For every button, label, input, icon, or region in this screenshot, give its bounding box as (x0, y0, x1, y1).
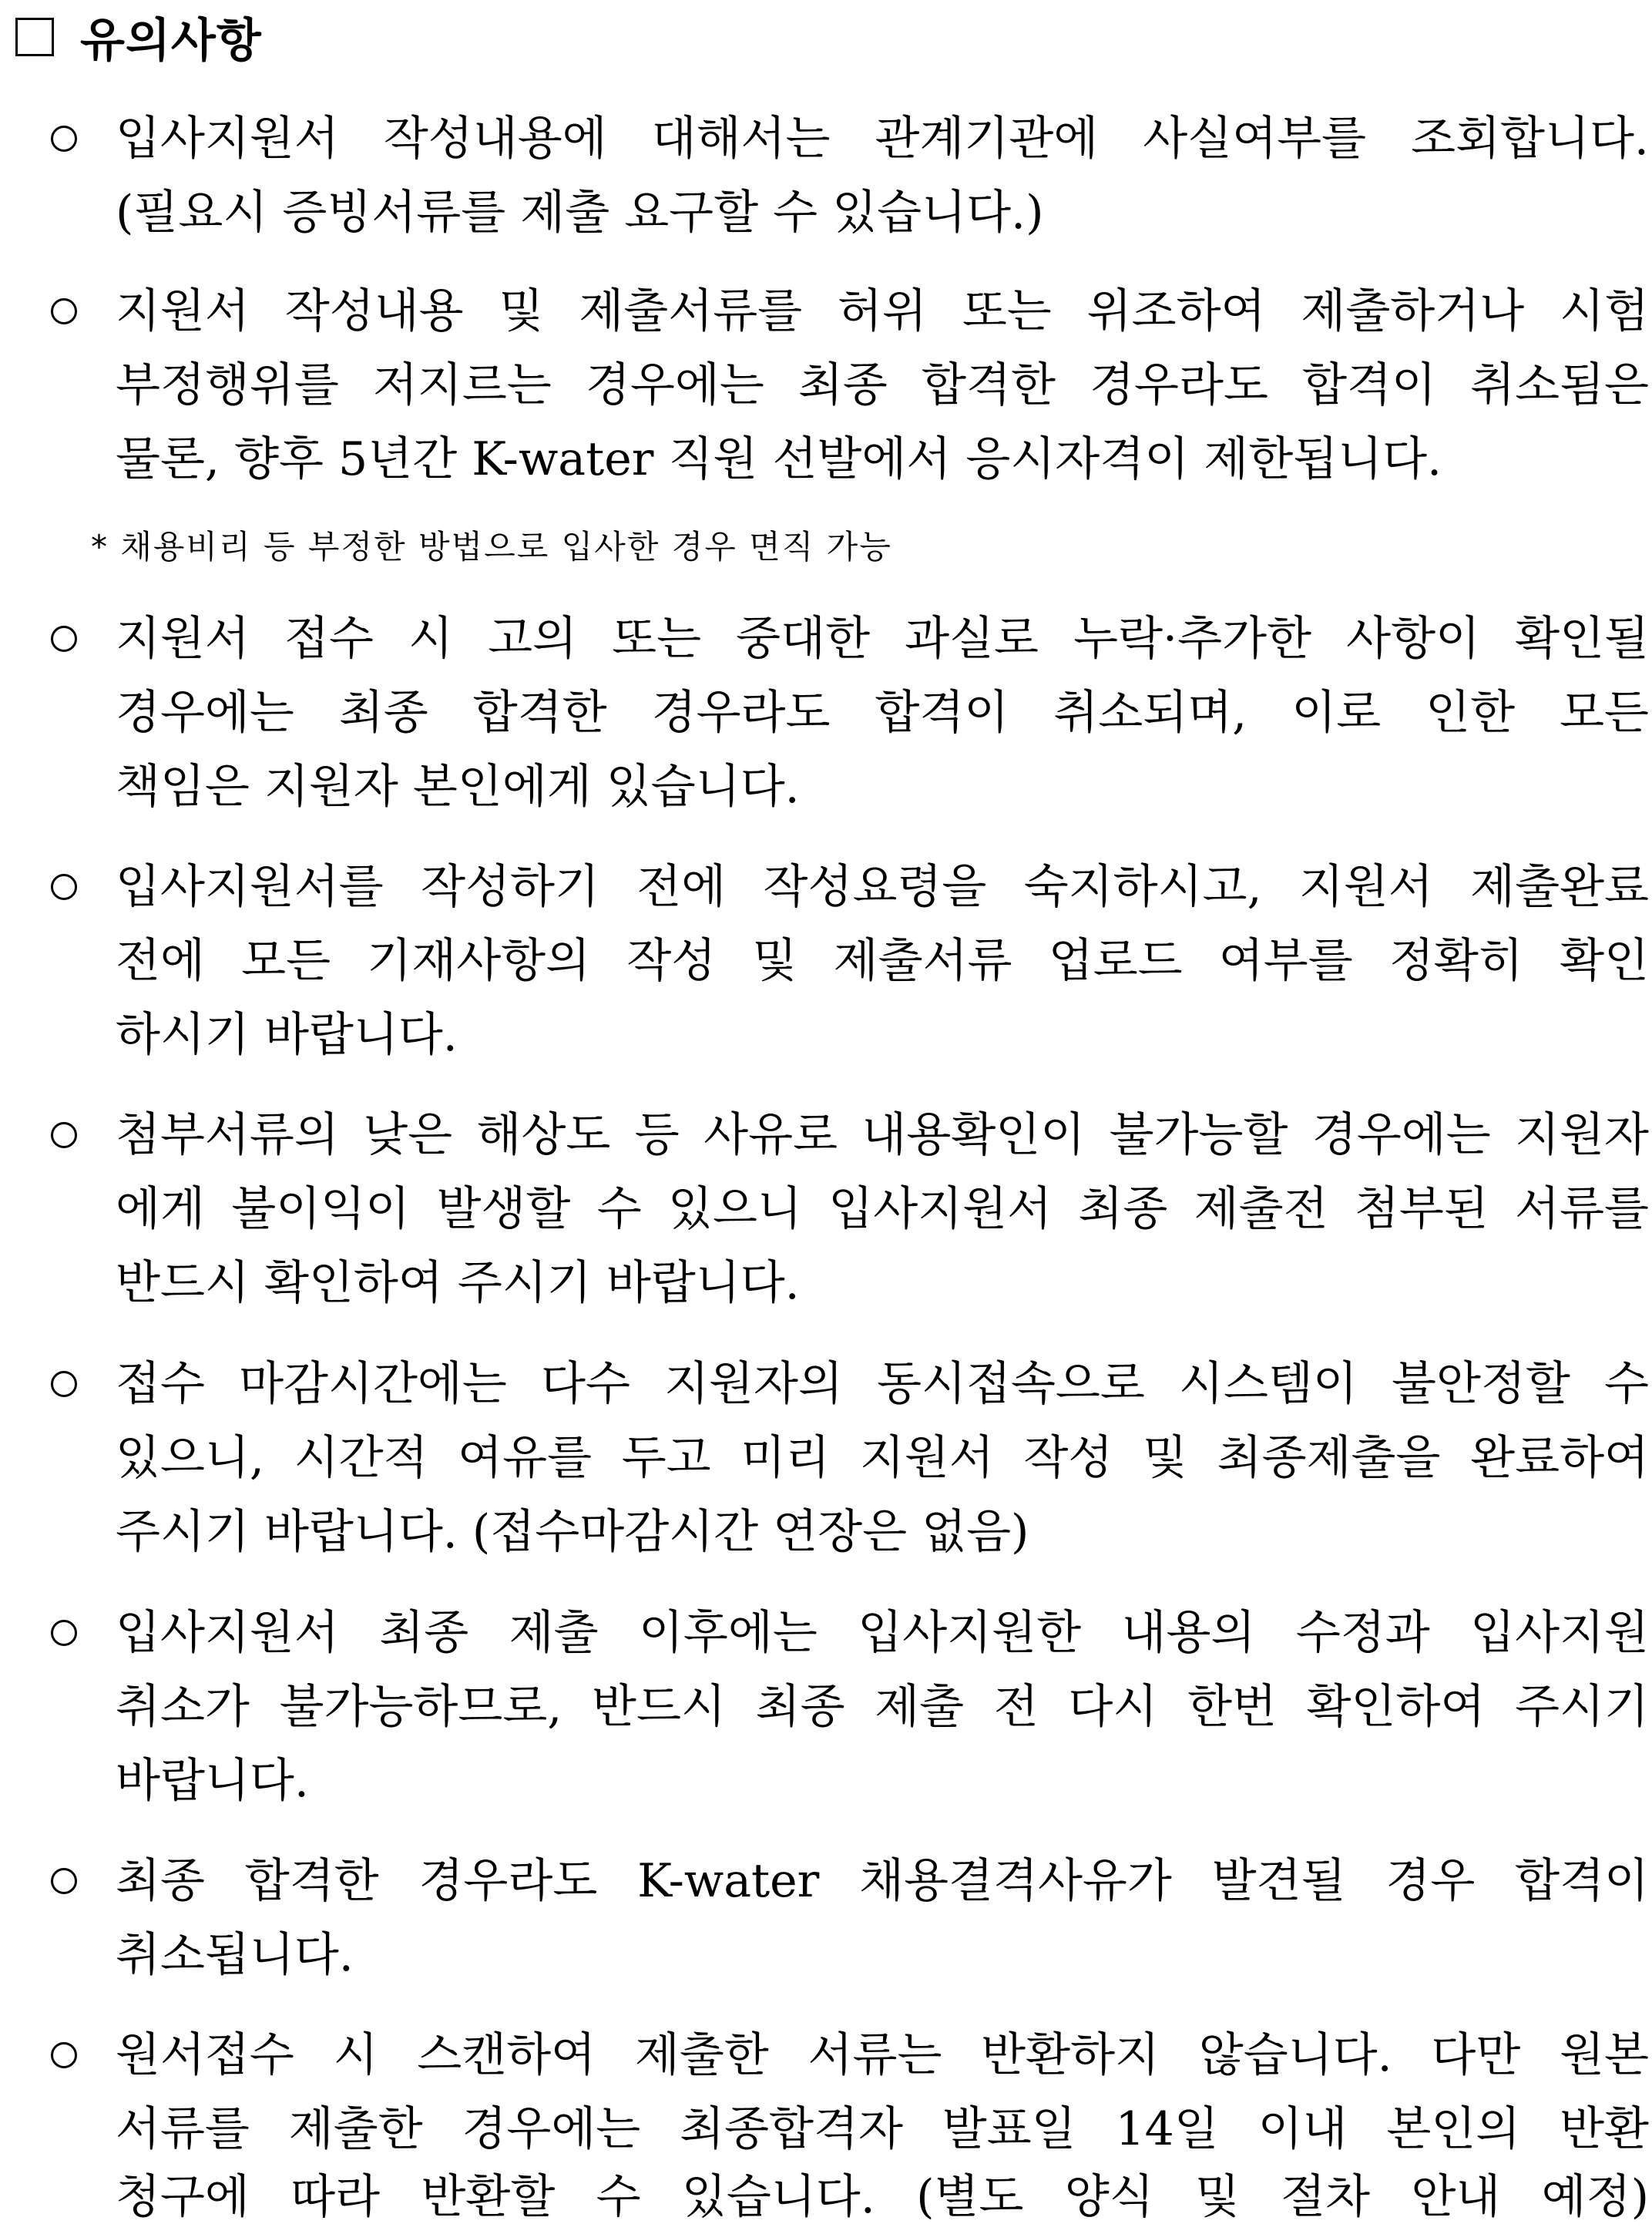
circle-bullet-icon (51, 2042, 77, 2068)
checkbox-square-icon (15, 18, 54, 56)
notice-line: 입사지원서 최종 제출 이후에는 입사지원한 내용의 수정과 입사지원 (116, 1606, 1649, 1660)
circle-bullet-icon (51, 874, 77, 900)
section-heading (11, 3, 262, 71)
notice-line: 원서접수 시 스캔하여 제출한 서류는 반환하지 않습니다. 다만 원본 (116, 2028, 1649, 2082)
notice-line: 입사지원서 작성내용에 대해서는 관계기관에 사실여부를 조회합니다. (116, 112, 1649, 166)
circle-bullet-icon (51, 1620, 77, 1646)
notice-line: 최종 합격한 경우라도 K-water 채용결격사유가 발견될 경우 합격이 (116, 1854, 1649, 1908)
circle-bullet-icon (51, 298, 77, 324)
notice-line: 전에 모든 기재사항의 작성 및 제출서류 업로드 여부를 정확히 확인 (116, 934, 1649, 988)
notice-line: 반드시 확인하여 주시기 바랍니다. (116, 1256, 800, 1310)
notice-line: 하시기 바랍니다. (116, 1008, 458, 1062)
notice-line: 취소가 불가능하므로, 반드시 최종 제출 전 다시 한번 확인하여 주시기 (116, 1680, 1649, 1734)
circle-bullet-icon (51, 626, 77, 652)
notice-line: 바랍니다. (116, 1754, 309, 1808)
notice-line: 경우에는 최종 합격한 경우라도 합격이 취소되며, 이로 인한 모든 (116, 686, 1649, 740)
notice-line: 청구에 따라 반환할 수 있습니다. (별도 양식 및 절차 안내 예정) (116, 2170, 1649, 2224)
notice-line: 부정행위를 저지르는 경우에는 최종 합격한 경우라도 합격이 취소됨은 (116, 358, 1649, 412)
notice-line: 에게 불이익이 발생할 수 있으니 입사지원서 최종 제출전 첨부된 서류를 (116, 1182, 1649, 1236)
notice-line: 첨부서류의 낮은 해상도 등 사유로 내용확인이 불가능할 경우에는 지원자 (116, 1108, 1649, 1162)
circle-bullet-icon (51, 1122, 77, 1148)
notice-line: (필요시 증빙서류를 제출 요구할 수 있습니다.) (116, 186, 1044, 240)
circle-bullet-icon (51, 1371, 77, 1397)
notice-line: 책임은 지원자 본인에게 있습니다. (116, 760, 800, 814)
notice-line: 접수 마감시간에는 다수 지원자의 동시접속으로 시스템이 불안정할 수 (116, 1357, 1649, 1411)
notice-line: 지원서 접수 시 고의 또는 중대한 과실로 누락·추가한 사항이 확인될 (116, 612, 1649, 666)
section-title: 유의사항 (80, 14, 262, 68)
circle-bullet-icon (51, 126, 77, 152)
notice-line: 지원서 작성내용 및 제출서류를 허위 또는 위조하여 제출하거나 시험 (116, 284, 1649, 338)
notice-line: 입사지원서를 작성하기 전에 작성요령을 숙지하시고, 지원서 제출완료 (116, 860, 1649, 914)
notice-line: 있으니, 시간적 여유를 두고 미리 지원서 작성 및 최종제출을 완료하여 (116, 1431, 1649, 1485)
notice-line: 주시기 바랍니다. (접수마감시간 연장은 없음) (116, 1505, 1029, 1559)
notice-line: 물론, 향후 5년간 K-water 직원 선발에서 응시자격이 제한됩니다. (116, 432, 1442, 486)
notice-line: 서류를 제출한 경우에는 최종합격자 발표일 14일 이내 본인의 반환 (116, 2102, 1649, 2156)
notice-line: 취소됩니다. (116, 1928, 354, 1982)
footnote: * 채용비리 등 부정한 방법으로 입사한 경우 면직 가능 (91, 528, 892, 566)
circle-bullet-icon (51, 1868, 77, 1894)
